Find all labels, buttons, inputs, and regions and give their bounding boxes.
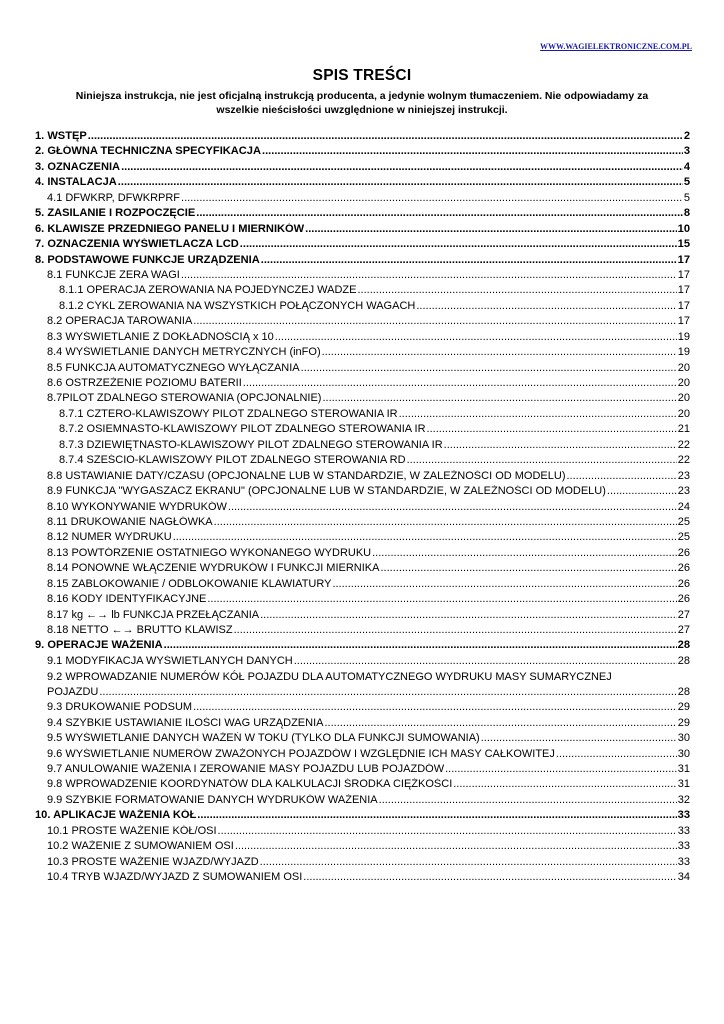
toc-entry-label: 9. OPERACJE WAŻENIA <box>35 639 163 652</box>
dot-leader <box>173 531 677 543</box>
toc-entry[interactable] <box>35 238 690 253</box>
toc-entry-page-number: 20 <box>677 407 690 420</box>
toc-entry-label: 4. INSTALACJA <box>35 176 117 189</box>
toc-entry-page-number: 19 <box>677 330 690 343</box>
dot-leader <box>481 732 677 744</box>
toc-entry-label: 9.6 WYŚWIETLANIE NUMERÓW ZWAŻONYCH POJAZDÓW I WZGLĘDNIE ICH MASY CAŁKOWITEJ <box>47 747 555 760</box>
toc-entry[interactable] <box>35 794 690 809</box>
toc-entry-label: 8.13 POWTÓRZENIE OSTATNIEGO WYKONANEGO WYDRUKU <box>47 546 372 559</box>
toc-entry-page-number: 33 <box>677 824 690 837</box>
toc-entry-page-number: 25 <box>677 515 690 528</box>
toc-entry-label: 10. APLIKACJE WAŻENIA KÓŁ <box>35 809 197 822</box>
toc-entry[interactable] <box>35 223 690 238</box>
toc-entry[interactable] <box>35 392 690 407</box>
dot-leader <box>445 763 677 775</box>
toc-entry[interactable] <box>35 331 690 346</box>
toc-entry-page-number: 29 <box>677 701 690 714</box>
toc-entry[interactable] <box>35 578 690 593</box>
toc-entry-label: 3. OZNACZENIA <box>35 160 121 173</box>
toc-entry-page-number: 17 <box>677 253 690 266</box>
toc-entry-label: 8.11 DRUKOWANIE NAGŁÓWKA <box>47 515 213 528</box>
toc-entry-page-number: 21 <box>677 423 690 436</box>
toc-entry-page-number: 27 <box>677 624 690 636</box>
toc-entry-page-number: 5 <box>683 176 690 189</box>
dot-leader <box>240 238 677 250</box>
toc-entry[interactable] <box>35 130 690 145</box>
dot-leader <box>305 223 677 235</box>
dot-leader <box>303 871 676 883</box>
toc-entry-label: 9.5 WYŚWIETLANIE DANYCH WAŻEŃ W TOKU (TYLKO DLA FUNKCJI SUMOWANIA) <box>47 732 480 745</box>
toc-entry-label[interactable]: 9.2 WPROWADZANIE NUMERÓW KÓŁ POJAZDU DLA AUTOMATYCZNEGO WYDRUKU MASY SUMARYCZNEJ <box>47 671 612 684</box>
dot-leader <box>262 145 683 157</box>
toc-entry[interactable] <box>35 809 690 824</box>
toc-entry-label: 10.4 TRYB WJAZD/WYJAZD Z SUMOWANIEM OSI <box>47 871 303 883</box>
dot-leader <box>243 377 677 389</box>
toc-entry-label: 8.6 OSTRZEŻENIE POZIOMU BATERII <box>47 377 242 389</box>
toc-entry[interactable] <box>35 192 690 207</box>
dot-leader <box>372 547 677 559</box>
dot-leader <box>214 516 677 528</box>
dot-leader <box>427 423 677 435</box>
toc-entry[interactable] <box>35 362 690 377</box>
dot-leader <box>607 485 677 497</box>
dot-leader <box>416 300 676 312</box>
toc-entry-label: POJAZDU <box>47 685 99 698</box>
toc-entry-page-number: 31 <box>677 762 690 775</box>
dot-leader <box>261 254 677 266</box>
dot-leader <box>444 439 677 451</box>
dot-leader <box>566 470 676 482</box>
toc-entry-page-number: 25 <box>677 531 690 544</box>
toc-entry[interactable] <box>35 609 690 624</box>
toc-entry-page-number: 32 <box>677 793 690 806</box>
toc-entry[interactable] <box>35 778 690 793</box>
dot-leader <box>181 269 677 281</box>
toc-entry-page-number: 10 <box>677 222 690 235</box>
toc-entry-page-number: 20 <box>677 392 690 405</box>
toc-entry-label: 7. OZNACZENIA WYŚWIETLACZA LCD <box>35 238 239 251</box>
toc-entry-page-number: 33 <box>677 809 690 822</box>
toc-entry[interactable] <box>35 470 690 485</box>
toc-entry[interactable] <box>35 732 690 747</box>
toc-entry-page-number: 26 <box>677 546 690 559</box>
toc-entry[interactable] <box>35 408 690 423</box>
toc-entry-page-number: 15 <box>677 238 690 251</box>
toc-entry-page-number: 23 <box>677 485 690 498</box>
toc-entry[interactable] <box>35 315 690 330</box>
toc-entry-label: 6. KLAWISZE PRZEDNIEGO PANELU I MIERNIKÓW <box>35 222 305 235</box>
toc-entry[interactable] <box>35 269 690 284</box>
dot-leader <box>453 778 677 790</box>
dot-leader <box>118 176 683 188</box>
toc-entry-label: 8.1 FUNKCJE ZERA WAGI <box>47 268 180 281</box>
toc-entry-page-number: 5 <box>683 191 690 204</box>
toc-entry-label: 9.9 SZYBKIE FORMATOWANIE DANYCH WYDRUKÓW WAŻENIA <box>47 793 378 806</box>
toc-entry-label: 10.2 WAŻENIE Z SUMOWANIEM OSI <box>47 840 234 853</box>
toc-entry[interactable] <box>35 161 690 176</box>
dot-leader <box>196 207 683 219</box>
toc-entry[interactable] <box>35 624 690 639</box>
toc-entry-label: 8.16 KODY IDENTYFIKACYJNE <box>47 593 207 606</box>
dot-leader <box>234 624 677 636</box>
toc-entry-page-number: 8 <box>683 207 690 220</box>
toc-entry-label: 8.7.3 DZIEWIĘTNASTO-KLAWISZOWY PILOT ZDALNEGO STEROWANIA IR <box>59 438 443 451</box>
toc-entry-page-number: 19 <box>677 346 690 359</box>
toc-entry[interactable] <box>35 547 690 562</box>
toc-entry[interactable] <box>35 763 690 778</box>
dot-leader <box>301 362 677 374</box>
toc-entry-page-number: 20 <box>677 377 690 389</box>
toc-entry[interactable] <box>35 825 690 840</box>
dot-leader <box>260 856 677 868</box>
toc-entry-page-number: 3 <box>683 145 690 158</box>
document-title: SPIS TREŚCI <box>312 67 412 84</box>
toc-entry[interactable] <box>35 516 690 531</box>
dot-leader <box>218 825 677 837</box>
toc-entry-label: 9.8 WPROWADZENIE KOORDYNATÓW DLA KALKULACJI ŚRODKA CIĘŻKOŚCI <box>47 778 453 791</box>
toc-entry-page-number: 31 <box>677 778 690 791</box>
toc-entry-page-number: 22 <box>677 454 690 467</box>
dot-leader <box>322 392 676 404</box>
toc-entry[interactable] <box>35 562 690 577</box>
toc-entry-label: 10.3 PROSTE WAŻENIE WJAZD/WYJAZD <box>47 855 259 868</box>
toc-entry-label: 8.15 ZABLOKOWANIE / ODBLOKOWANIE KLAWIATURY <box>47 577 332 590</box>
dot-leader <box>193 701 677 713</box>
toc-entry-page-number: 28 <box>677 654 690 667</box>
toc-entry[interactable] <box>35 284 690 299</box>
toc-entry-label: 8.7PILOT ZDALNEGO STEROWANIA (OPCJONALNIE) <box>47 392 322 405</box>
toc-entry[interactable] <box>35 454 690 469</box>
dot-leader <box>235 840 677 852</box>
toc-entry[interactable] <box>35 701 690 716</box>
toc-entry[interactable] <box>35 439 690 454</box>
toc-entry-page-number: 30 <box>677 732 690 745</box>
toc-entry[interactable] <box>35 254 690 269</box>
toc-entry-label: 4.1 DFWKRP, DFWKRPRF <box>47 191 181 204</box>
translation-notice: Niniejsza instrukcja, nie jest oficjalną instrukcją producenta, a jedynie wolnym tłumaczeniem. Nie odpowiadamy za wszelkie nieścisłości uwzględnione w niniejszej instrukcji. <box>75 90 649 116</box>
toc-entry[interactable] <box>35 686 690 701</box>
toc-entry-label: 10.1 PROSTE WAŻENIE KÓŁ/OSI <box>47 824 217 837</box>
toc-entry[interactable] <box>35 840 690 855</box>
toc-entry[interactable] <box>35 531 690 546</box>
dot-leader <box>121 161 683 173</box>
dot-leader <box>324 717 676 729</box>
dot-leader <box>197 809 676 821</box>
toc-entry-page-number: 26 <box>677 593 690 606</box>
toc-entry-label: 9.1 MODYFIKACJA WYŚWIETLANYCH DANYCH <box>47 654 293 667</box>
dot-leader <box>207 593 676 605</box>
dot-leader <box>379 794 677 806</box>
dot-leader <box>228 501 677 513</box>
toc-entry[interactable] <box>35 593 690 608</box>
toc-entry-page-number: 29 <box>677 716 690 729</box>
toc-entry-page-number: 17 <box>677 284 690 297</box>
toc-entry-page-number: 17 <box>677 299 690 312</box>
dot-leader <box>181 192 683 204</box>
table-of-contents <box>35 130 690 886</box>
toc-entry-page-number: 2 <box>683 130 690 142</box>
toc-entry[interactable] <box>35 639 690 654</box>
toc-entry-page-number: 24 <box>677 500 690 513</box>
dot-leader <box>380 562 676 574</box>
toc-entry-label: 9.7 ANULOWANIE WAŻENIA I ZEROWANIE MASY POJAZDU LUB POJAZDÓW <box>47 762 445 775</box>
dot-leader <box>88 130 683 142</box>
toc-entry-label: 2. GŁÓWNA TECHNICZNA SPECYFIKACJA <box>35 145 261 158</box>
toc-entry[interactable] <box>35 856 690 871</box>
toc-entry-label: 8.12 NUMER WYDRUKU <box>47 531 172 544</box>
dot-leader <box>99 686 676 698</box>
toc-entry-label: 8.7.2 OSIEMNASTO-KLAWISZOWY PILOT ZDALNEGO STEROWANIA IR <box>59 423 426 436</box>
toc-entry-page-number: 22 <box>677 438 690 451</box>
toc-entry-label: 5. ZASILANIE I ROZPOCZĘCIE <box>35 207 196 220</box>
toc-entry-label: 8.17 kg ←→ lb FUNKCJA PRZEŁĄCZANIA <box>47 608 260 621</box>
toc-entry-page-number: 26 <box>677 562 690 575</box>
dot-leader <box>556 748 677 760</box>
toc-entry-page-number: 23 <box>677 469 690 482</box>
toc-entry-label: 8. PODSTAWOWE FUNKCJE URZĄDZENIA <box>35 253 260 266</box>
toc-entry[interactable] <box>35 346 690 361</box>
toc-entry[interactable] <box>35 485 690 500</box>
toc-entry-label: 9.4 SZYBKIE USTAWIANIE ILOŚCI WAG URZĄDZENIA <box>47 716 324 729</box>
toc-entry[interactable] <box>35 145 690 160</box>
toc-entry-label: 8.8 USTAWIANIE DATY/CZASU (OPCJONALNE LUB W STANDARDZIE, W ZALEŻNOŚCI OD MODELU) <box>47 469 566 482</box>
toc-entry-label: 8.4 WYŚWIETLANIE DANYCH METRYCZNYCH (inFO) <box>47 346 321 359</box>
dot-leader <box>260 609 677 621</box>
toc-entry[interactable] <box>35 423 690 438</box>
toc-entry[interactable] <box>35 377 690 392</box>
toc-entry-page-number: 33 <box>677 855 690 868</box>
toc-entry-page-number: 28 <box>677 639 690 652</box>
toc-entry-page-number: 26 <box>677 577 690 590</box>
toc-entry-page-number: 17 <box>677 268 690 281</box>
toc-entry-label: 8.1.2 CYKL ZEROWANIA NA WSZYSTKICH POŁĄCZONYCH WAGACH <box>59 299 416 312</box>
toc-entry-page-number: 30 <box>677 747 690 760</box>
toc-entry-label: 8.3 WYŚWIETLANIE Z DOKŁADNOŚCIĄ x 10 <box>47 330 274 343</box>
dot-leader <box>294 655 677 667</box>
toc-entry-label: 8.18 NETTO ←→ BRUTTO KLAWISZ <box>47 624 233 636</box>
dot-leader <box>357 284 676 296</box>
toc-entry-page-number: 20 <box>677 361 690 374</box>
toc-entry[interactable] <box>35 748 690 763</box>
toc-entry-page-number: 33 <box>677 840 690 853</box>
toc-entry-label: 8.5 FUNKCJA AUTOMATYCZNEGO WYŁĄCZANIA <box>47 361 300 374</box>
toc-entry-page-number: 34 <box>677 871 690 883</box>
toc-entry[interactable] <box>35 176 690 191</box>
toc-entry[interactable] <box>35 871 690 886</box>
toc-entry[interactable] <box>35 655 690 670</box>
toc-entry-label: 8.9 FUNKCJA "WYGASZACZ EKRANU" (OPCJONALNE LUB W STANDARDZIE, W ZALEŻNOŚCI OD MODELU) <box>47 485 606 498</box>
dot-leader <box>322 346 677 358</box>
toc-entry-page-number: 27 <box>677 608 690 621</box>
dot-leader <box>193 315 676 327</box>
toc-entry[interactable] <box>35 300 690 315</box>
toc-entry[interactable] <box>35 717 690 732</box>
dot-leader <box>399 408 677 420</box>
toc-entry[interactable] <box>35 501 690 516</box>
toc-entry-label: 9.3 DRUKOWANIE PODSUM <box>47 701 193 714</box>
toc-entry-label: 8.7.4 SZEŚCIO-KLAWISZOWY PILOT ZDALNEGO STEROWANIA RD <box>59 454 406 467</box>
dot-leader <box>275 331 677 343</box>
dot-leader <box>407 454 677 466</box>
dot-leader <box>332 578 676 590</box>
dot-leader <box>164 639 677 651</box>
toc-entry[interactable] <box>35 207 690 222</box>
toc-entry-label: 8.10 WYKONYWANIE WYDRUKÓW <box>47 500 227 513</box>
toc-entry-label: 8.2 OPERACJA TAROWANIA <box>47 315 193 328</box>
header-url-link[interactable]: WWW.WAGIELEKTRONICZNE.COM.PL <box>540 42 692 51</box>
toc-entry-page-number: 4 <box>683 160 690 173</box>
toc-entry-page-number: 17 <box>677 315 690 328</box>
toc-entry-label: 8.14 PONOWNE WŁĄCZENIE WYDRUKÓW I FUNKCJI MIERNIKA <box>47 562 380 575</box>
toc-entry-label: 8.1.1 OPERACJA ZEROWANIA NA POJEDYNCZEJ WADZE <box>59 284 357 297</box>
toc-entry-label: 8.7.1 CZTERO-KLAWISZOWY PILOT ZDALNEGO STEROWANIA IR <box>59 407 398 420</box>
toc-entry-label: 1. WSTĘP <box>35 130 87 142</box>
toc-entry-page-number: 28 <box>677 685 690 698</box>
